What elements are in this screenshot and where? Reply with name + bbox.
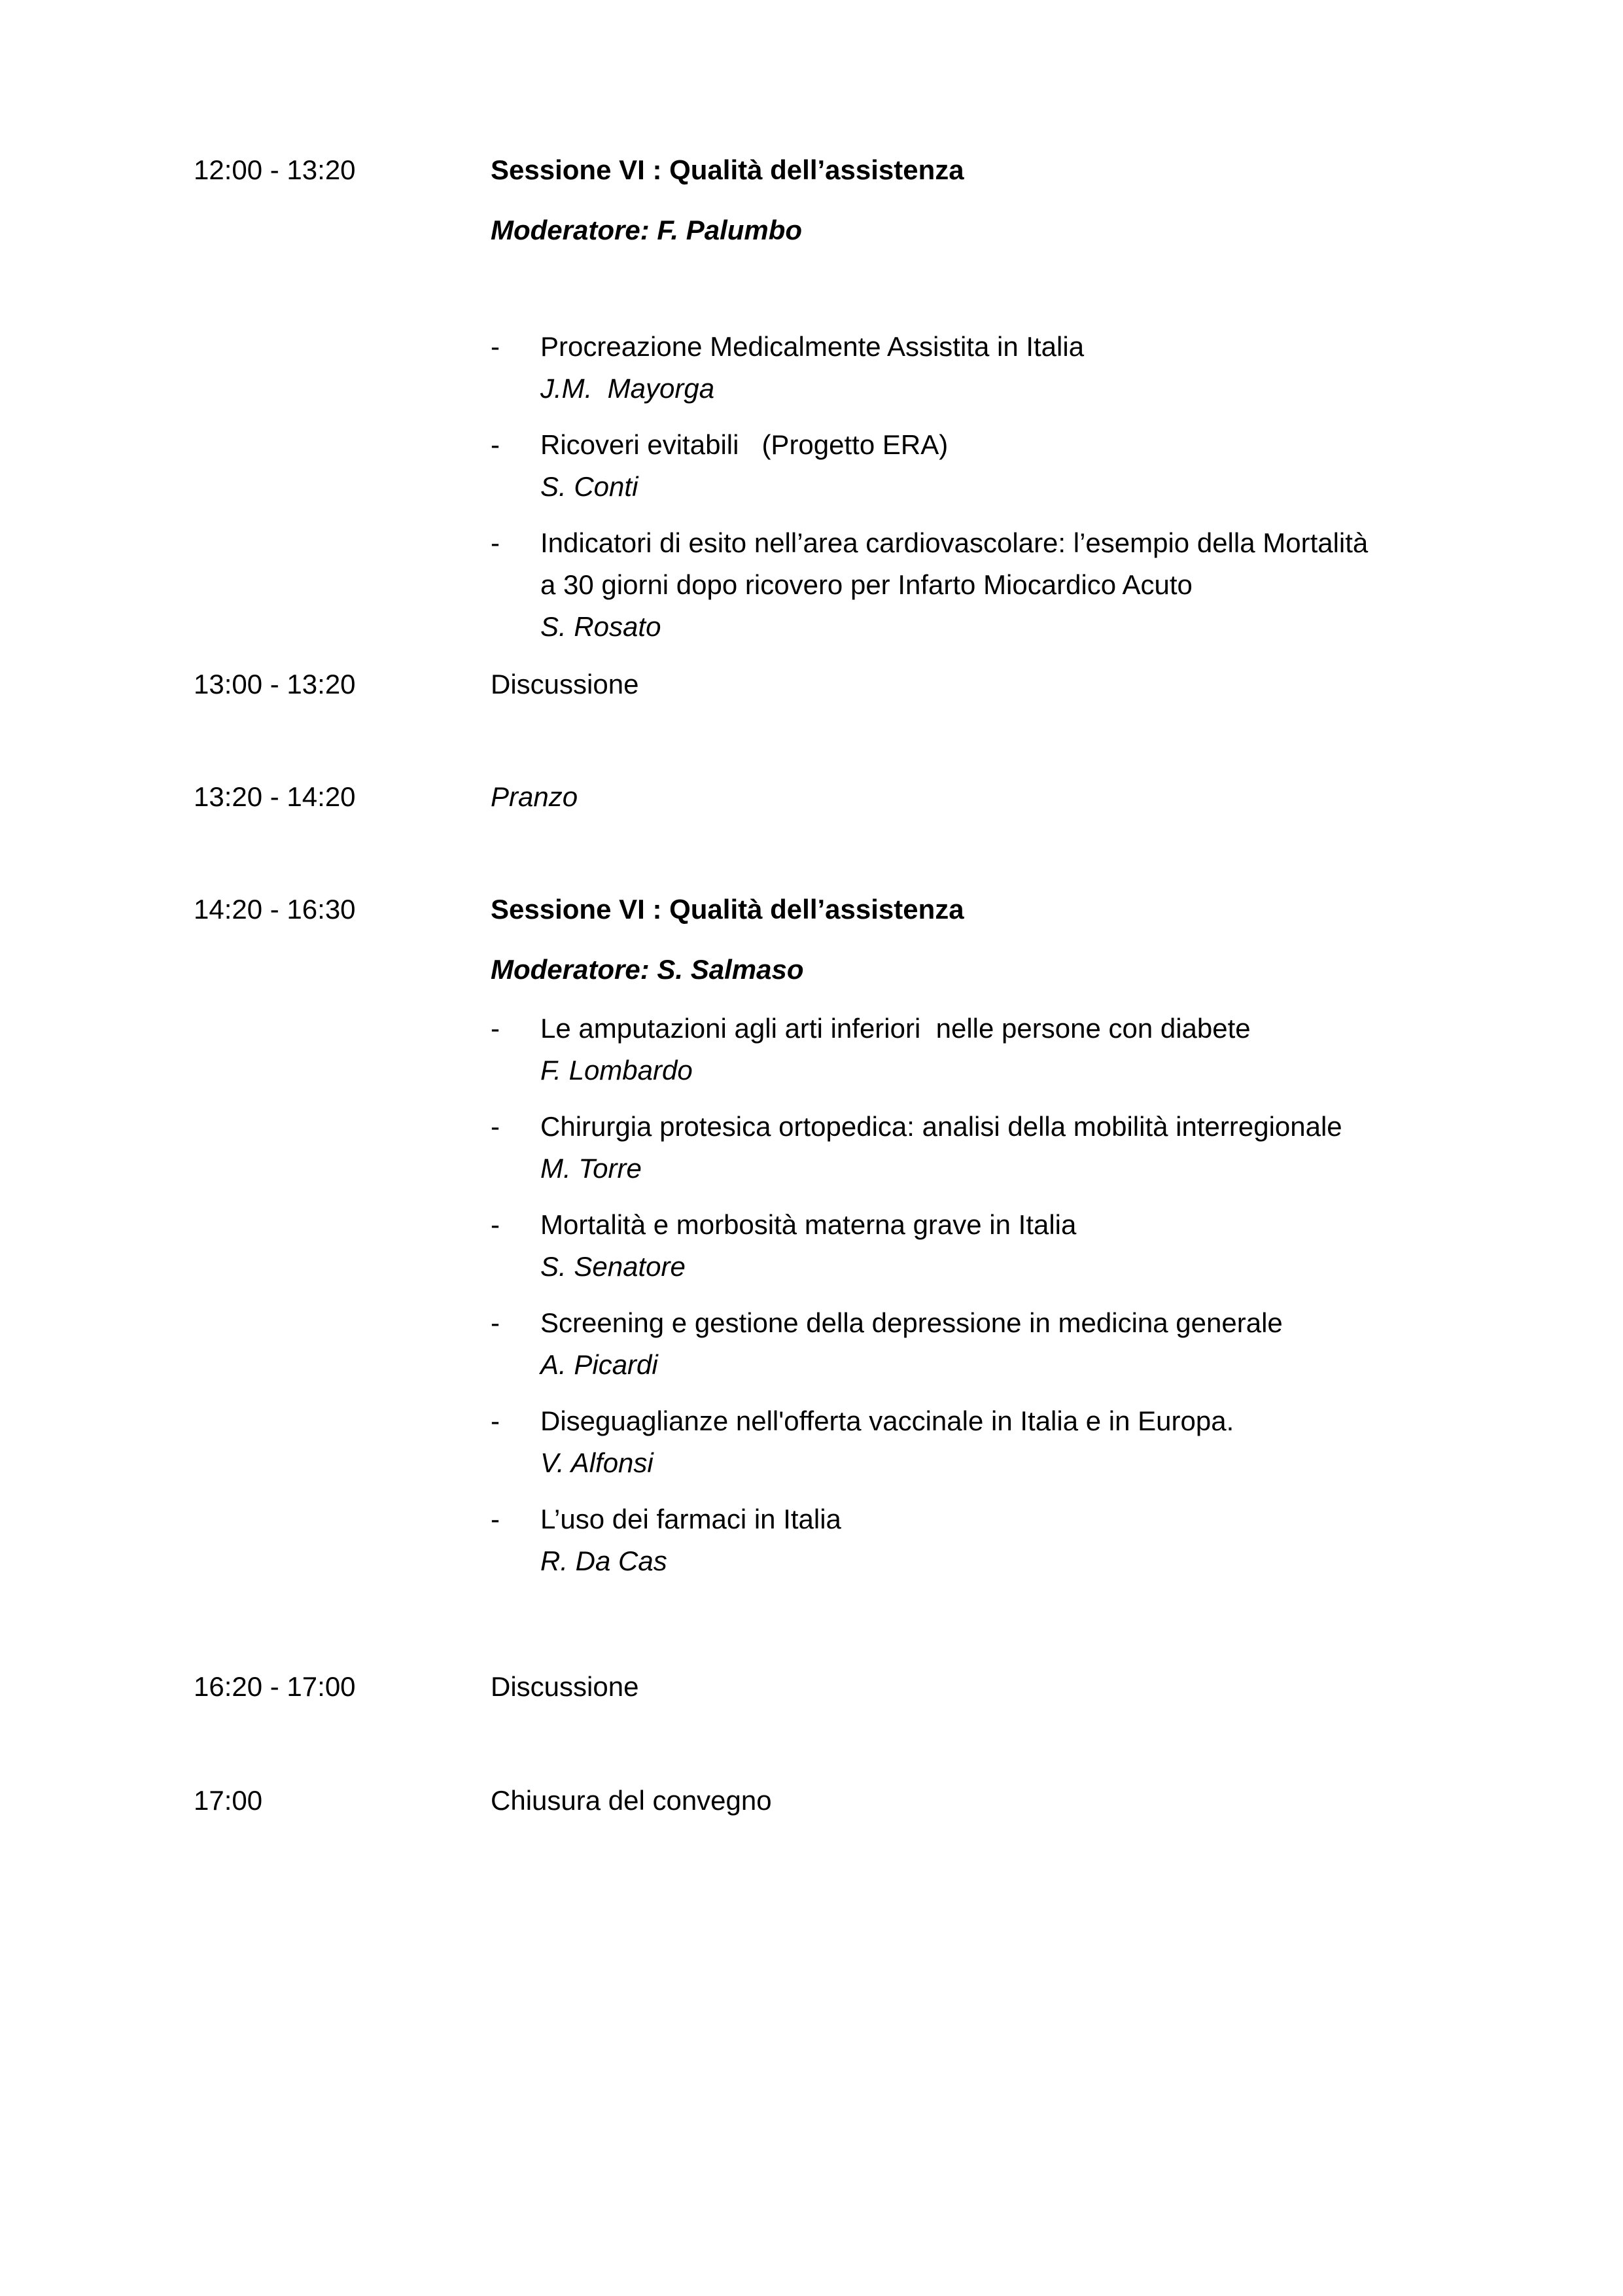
- row-title: Pranzo: [491, 781, 578, 812]
- talk-body: [540, 1302, 1459, 1386]
- talk-title: Mortalità e morbosità materna grave in Italia: [540, 1209, 1077, 1240]
- talk-body: [540, 1498, 1459, 1582]
- moderator-row: [194, 951, 1459, 988]
- talk-speaker: S. Senatore: [540, 1251, 686, 1282]
- time-range: 16:20 - 17:00: [194, 1671, 356, 1702]
- talk-body: [540, 424, 1459, 508]
- talk-item: [491, 1008, 1459, 1091]
- time-range: 17:00: [194, 1785, 263, 1816]
- talk-body: [540, 326, 1459, 410]
- session-title: Sessione VI : Qualità dell’assistenza: [491, 894, 964, 925]
- talk-body: [540, 1400, 1459, 1484]
- talk-item: [491, 1400, 1459, 1484]
- talk-title: Ricoveri evitabili (Progetto ERA): [540, 429, 949, 460]
- talk-speaker: A. Picardi: [540, 1349, 658, 1380]
- session-title: Sessione VI : Qualità dell’assistenza: [491, 154, 964, 185]
- talk-title-line-2: a 30 giorni dopo ricovero per Infarto Miocardico Acuto: [540, 569, 1193, 600]
- bullet-dash: -: [491, 331, 500, 362]
- moderator-name: Moderatore: F. Palumbo: [491, 215, 803, 245]
- bullet-dash: -: [491, 1504, 500, 1534]
- talk-item: [491, 1498, 1459, 1582]
- talk-speaker: S. Rosato: [540, 611, 661, 642]
- talk-item: [491, 1106, 1459, 1190]
- schedule-row-discussione-1: [194, 666, 1459, 703]
- talk-title: Procreazione Medicalmente Assistita in Italia: [540, 331, 1085, 362]
- talk-body: [540, 522, 1459, 648]
- talk-list-session-1: [491, 326, 1459, 648]
- talk-item: [491, 1204, 1459, 1288]
- talk-speaker: R. Da Cas: [540, 1545, 667, 1576]
- schedule-row-session-2: [194, 891, 1459, 928]
- row-title: Discussione: [491, 1671, 639, 1702]
- time-range: 13:20 - 14:20: [194, 781, 356, 812]
- time-range: 12:00 - 13:20: [194, 154, 356, 185]
- bullet-dash: -: [491, 1013, 500, 1044]
- talk-title: Diseguaglianze nell'offerta vaccinale in Italia e in Europa.: [540, 1405, 1234, 1436]
- bullet-dash: -: [491, 1209, 500, 1240]
- time-range: 14:20 - 16:30: [194, 894, 356, 925]
- talk-speaker: M. Torre: [540, 1153, 642, 1184]
- talk-title: Chirurgia protesica ortopedica: analisi della mobilità interregionale: [540, 1111, 1342, 1142]
- talk-title: Screening e gestione della depressione in medicina generale: [540, 1307, 1283, 1338]
- talk-item: [491, 424, 1459, 508]
- talk-item: [491, 1302, 1459, 1386]
- talk-body: [540, 1008, 1459, 1091]
- schedule-row-session-1: [194, 152, 1459, 188]
- talk-body: [540, 1204, 1459, 1288]
- talk-body: [540, 1106, 1459, 1190]
- talk-list-session-2: [491, 1008, 1459, 1582]
- bullet-dash: -: [491, 527, 500, 558]
- talk-title: L’uso dei farmaci in Italia: [540, 1504, 841, 1534]
- talk-speaker: S. Conti: [540, 471, 638, 502]
- talk-speaker: J.M. Mayorga: [540, 373, 715, 404]
- bullet-dash: -: [491, 429, 500, 460]
- bullet-dash: -: [491, 1307, 500, 1338]
- talk-speaker: V. Alfonsi: [540, 1447, 654, 1478]
- talk-item: [491, 326, 1459, 410]
- time-range: 13:00 - 13:20: [194, 669, 356, 699]
- schedule-row-pranzo: [194, 779, 1459, 815]
- moderator-row: [194, 212, 1459, 249]
- schedule-row-chiusura: [194, 1782, 1459, 1819]
- talk-title: Le amputazioni agli arti inferiori nelle persone con diabete: [540, 1013, 1251, 1044]
- row-title: Chiusura del convegno: [491, 1785, 772, 1816]
- talk-item: [491, 522, 1459, 648]
- schedule-row-discussione-2: [194, 1669, 1459, 1705]
- talk-speaker: F. Lombardo: [540, 1055, 693, 1086]
- talk-title-line-1: Indicatori di esito nell’area cardiovascolare: l’esempio della Mortalità: [540, 527, 1369, 558]
- bullet-dash: -: [491, 1111, 500, 1142]
- moderator-name: Moderatore: S. Salmaso: [491, 954, 804, 985]
- row-title: Discussione: [491, 669, 639, 699]
- bullet-dash: -: [491, 1405, 500, 1436]
